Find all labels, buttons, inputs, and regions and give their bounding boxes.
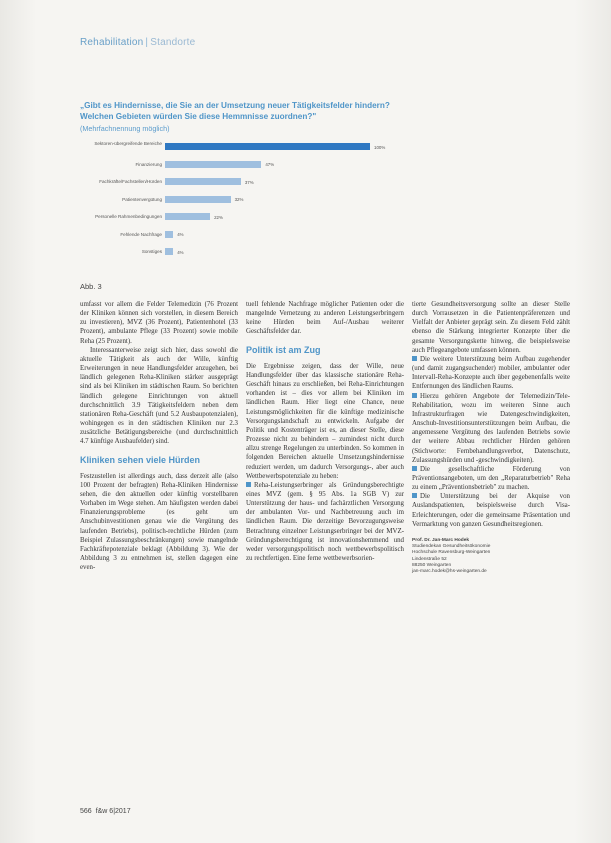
figure-label: Abb. 3: [80, 282, 102, 291]
bullet-paragraph: [412, 392, 570, 465]
category-label: Personelle Rahmenbedingungen: [95, 214, 162, 219]
author-block: [412, 538, 570, 575]
category-label: Finanzierung: [135, 161, 162, 167]
page-number: 566: [80, 808, 92, 815]
bar: [165, 248, 173, 255]
bullet-paragraph: [412, 492, 570, 529]
journal-name: f&w 6|2017: [95, 808, 131, 815]
value-label: 32%: [234, 197, 244, 202]
paragraph: Die Ergebnisse zeigen, dass der Wille, neue Handlungsfelder über das klassische stationäre Reha-Geschäft hinaus zu erschließen, bei Reha-Einrichtungen vorhanden ist – dies vor allem bei Kliniken im ländlichen Raum. Hier liegt eine Chance, neue Leistungsmöglichkeiten für die künftige medizinische Versorgungslandschaft zu entwickeln. Aufgabe der Politik und Kostenträger ist es, an dieser Stelle, diese Prozesse nicht zu behindern – zumindest nicht durch allzu strenge Regelungen zu unterbinden. So kommen in folgenden Bereichen aktuelle Umsetzungshindernisse reduziert werden, um dadurch Versorgungs-, aber auch Wettbewerbspotenziale zu heben:: [246, 362, 404, 480]
bullet-square-icon: [412, 393, 417, 398]
paragraph: Festzustellen ist allerdings auch, dass derzeit alle (also 100 Prozent der befragten) Reha-Kliniken Hindernisse sehen, die den aktuellen oder künftig vorstellbaren Vorhaben im Wege stehen. Am häufigsten werden dabei Finanzierungsprobleme (es geht um Anschubinvestitionen genau wie die Vergütung des laufenden Betriebs), politisch-rechtliche Hürden (zum Beispiel Zulassungsbeschränkungen) sowie mangelnde Fachkräftepotenziale beklagt (Abbildung 3). Wie der Abbildung 3 zu entnehmen ist, stellen dagegen eine even-: [80, 472, 238, 572]
bullet-square-icon: [412, 466, 417, 471]
bar: [165, 196, 231, 203]
author-city: 88250 Weingarten: [412, 562, 452, 568]
bullet-paragraph: [412, 465, 570, 492]
bar-chart: [80, 141, 410, 266]
author-street: Lindenstraße 52: [412, 556, 447, 562]
survey-question: „Gibt es Hindernisse, die Sie an der Umsetzung neuer Tätigkeitsfelder hindern? Welchen Gebieten würden Sie diese Hemmnisse zuordnen?": [80, 101, 390, 121]
category-label: Patientenvergütung: [122, 196, 162, 202]
value-label: 4%: [177, 249, 184, 255]
header-separator: |: [145, 37, 149, 48]
value-label: 22%: [214, 214, 223, 220]
bar: [165, 213, 210, 220]
paragraph: Interessanterweise zeigt sich hier, dass sowohl die aktuelle Tätigkeit als auch der Wille, künftig Erweiterungen in neue Handlungsfelder anzugehen, bei ländlich gelegenen Reha-Kliniken stärker ausgeprägt sind als bei Kliniken im städtischen Raum. So berichten ländlich gelegene Einrichtungen von aktuell durchschnittlich 3.9 Tätigkeitsfeldern neben dem stationären Reha-Geschäft (und 5.2 Ausbaupotenzialen), wohingegen es in den städtischen Kliniken nur 2.3 zusätzliche Betätigungsbereiche (und durchschnittlich 4.7 künftige Ausbaufelder) sind.: [80, 346, 238, 446]
author-email: jan-marc.hodek@hs-weingarten.de: [412, 568, 487, 574]
section-header: [80, 37, 195, 48]
bullet-square-icon: [246, 482, 251, 487]
bar: [165, 178, 241, 185]
text-column-2: [246, 300, 404, 563]
paragraph: tuell fehlende Nachfrage möglicher Patienten oder die mangelnde Vernetzung zu anderen Leistungserbringern keine Hürden beim Auf-/Ausbau weiterer Geschäftsfelder dar.: [246, 301, 404, 336]
bullet-square-icon: [412, 493, 417, 498]
author-title: Studiendekan Gesundheitsökonomie: [412, 544, 491, 550]
bullet-text: Hierzu gehören Angebote der Telemedizin/Tele-Rehabilitation, wozu im weiteren Sinne auch Infrastrukturfragen wie Datengeschwindigkeiten, Anschub-Investitionsunterstützungen beim Aufbau, die angemessene Vergütung des laufenden Betriebs sowie der weitere Abbau rechtlicher Hürden gehören (Stichworte: Fernbehandlungsverbot, Datenschutz, Zulassungshürden und -geschwindigkeiten).: [412, 392, 570, 464]
value-label: 100%: [374, 144, 386, 150]
bullet-text: Die Unterstützung bei der Akquise von Auslandspatienten, beispielsweise durch Visa-Erleichterungen, oder die gemeinsame Präsentation und Vermarktung von ganzen Gesundheitsregionen.: [412, 493, 570, 528]
category-label: Sektoren-übergreifende Bereiche: [94, 141, 162, 146]
bullet-square-icon: [412, 356, 417, 361]
category-label: Fachkräfte/Fachstellen/Hürden: [99, 179, 162, 184]
value-label: 47%: [265, 162, 275, 167]
text-column-3: [412, 300, 570, 575]
bullet-paragraph: [246, 481, 404, 563]
value-label: 37%: [244, 179, 254, 185]
section-title: Rehabilitation: [80, 37, 144, 48]
bullet-text: Die weitere Unterstützung beim Aufbau zugehender (und damit zugangsuchender) mobiler, ambulanter oder Intervall-Reha-Konzepte auch über gegebenenfalls weite Entfernungen des ländlichen Raums.: [412, 355, 570, 391]
bar: [165, 143, 370, 150]
bar: [165, 231, 173, 238]
bullet-paragraph: [412, 355, 570, 392]
value-label: 4%: [177, 232, 184, 237]
subheading: Politik ist am Zug: [246, 344, 321, 355]
category-label: Fehlende Nachfrage: [120, 231, 162, 237]
bullet-text: Die gesellschaftliche Förderung von Präventionsangeboten, um den „Reparaturbetrieb" Reha zu einem „Präventionsbetrieb" zu machen.: [412, 465, 570, 492]
subsection-title: Standorte: [150, 37, 196, 48]
text-column-1: [80, 300, 238, 572]
bullet-text: Reha-Leistungserbringer als Gründungsberechtigte eines MVZ (gem. § 95 Abs. 1a SGB V) zur Unterstützung der haus- und fachärztlichen Versorgung der ambulanten Vor- und Nachbetreuung auch im ländlichen Raum. Die derzeitige Bevorzugungsweise Betrachtung einzelner Leistungserbringer bei der MVZ-Gründungsberechtigung ist innovationshemmend und weder versorgungspolitisch noch wettbewerbspolitisch zu rechtfertigen. Eine ferne wettbewerbsorien-: [246, 481, 404, 563]
paragraph: tierte Gesundheitsversorgung sollte an dieser Stelle durch Vorrausetzen in die Patientenpräferenzen und Vielfalt der Anbieter geprägt sein. Zu diesem Feld zählt ebenso die Stärkung integrierter Konzepte über die gesamte Versorgungskette hinweg, die beispielsweise auch Pflegeangebote umfassen können.: [412, 301, 570, 354]
page-footer: [80, 808, 131, 815]
paragraph: umfasst vor allem die Felder Telemedizin (76 Prozent der Kliniken können sich vorstellen, in diesem Bereich zu investieren), MVZ (36 Prozent), Patientenhotel (33 Prozent), ambulante Pflege (33 Prozent) sowie mobile Reha (25 Prozent).: [80, 301, 238, 345]
subheading: Kliniken sehen viele Hürden: [80, 454, 201, 465]
bar: [165, 161, 261, 168]
question-hint: (Mehrfachnennung möglich): [80, 124, 170, 133]
category-label: Sonstiges: [141, 249, 162, 254]
author-institution: Hochschule Ravensburg-Weingarten: [412, 550, 491, 556]
author-name: Prof. Dr. Jan-Marc Hodek: [412, 537, 470, 543]
